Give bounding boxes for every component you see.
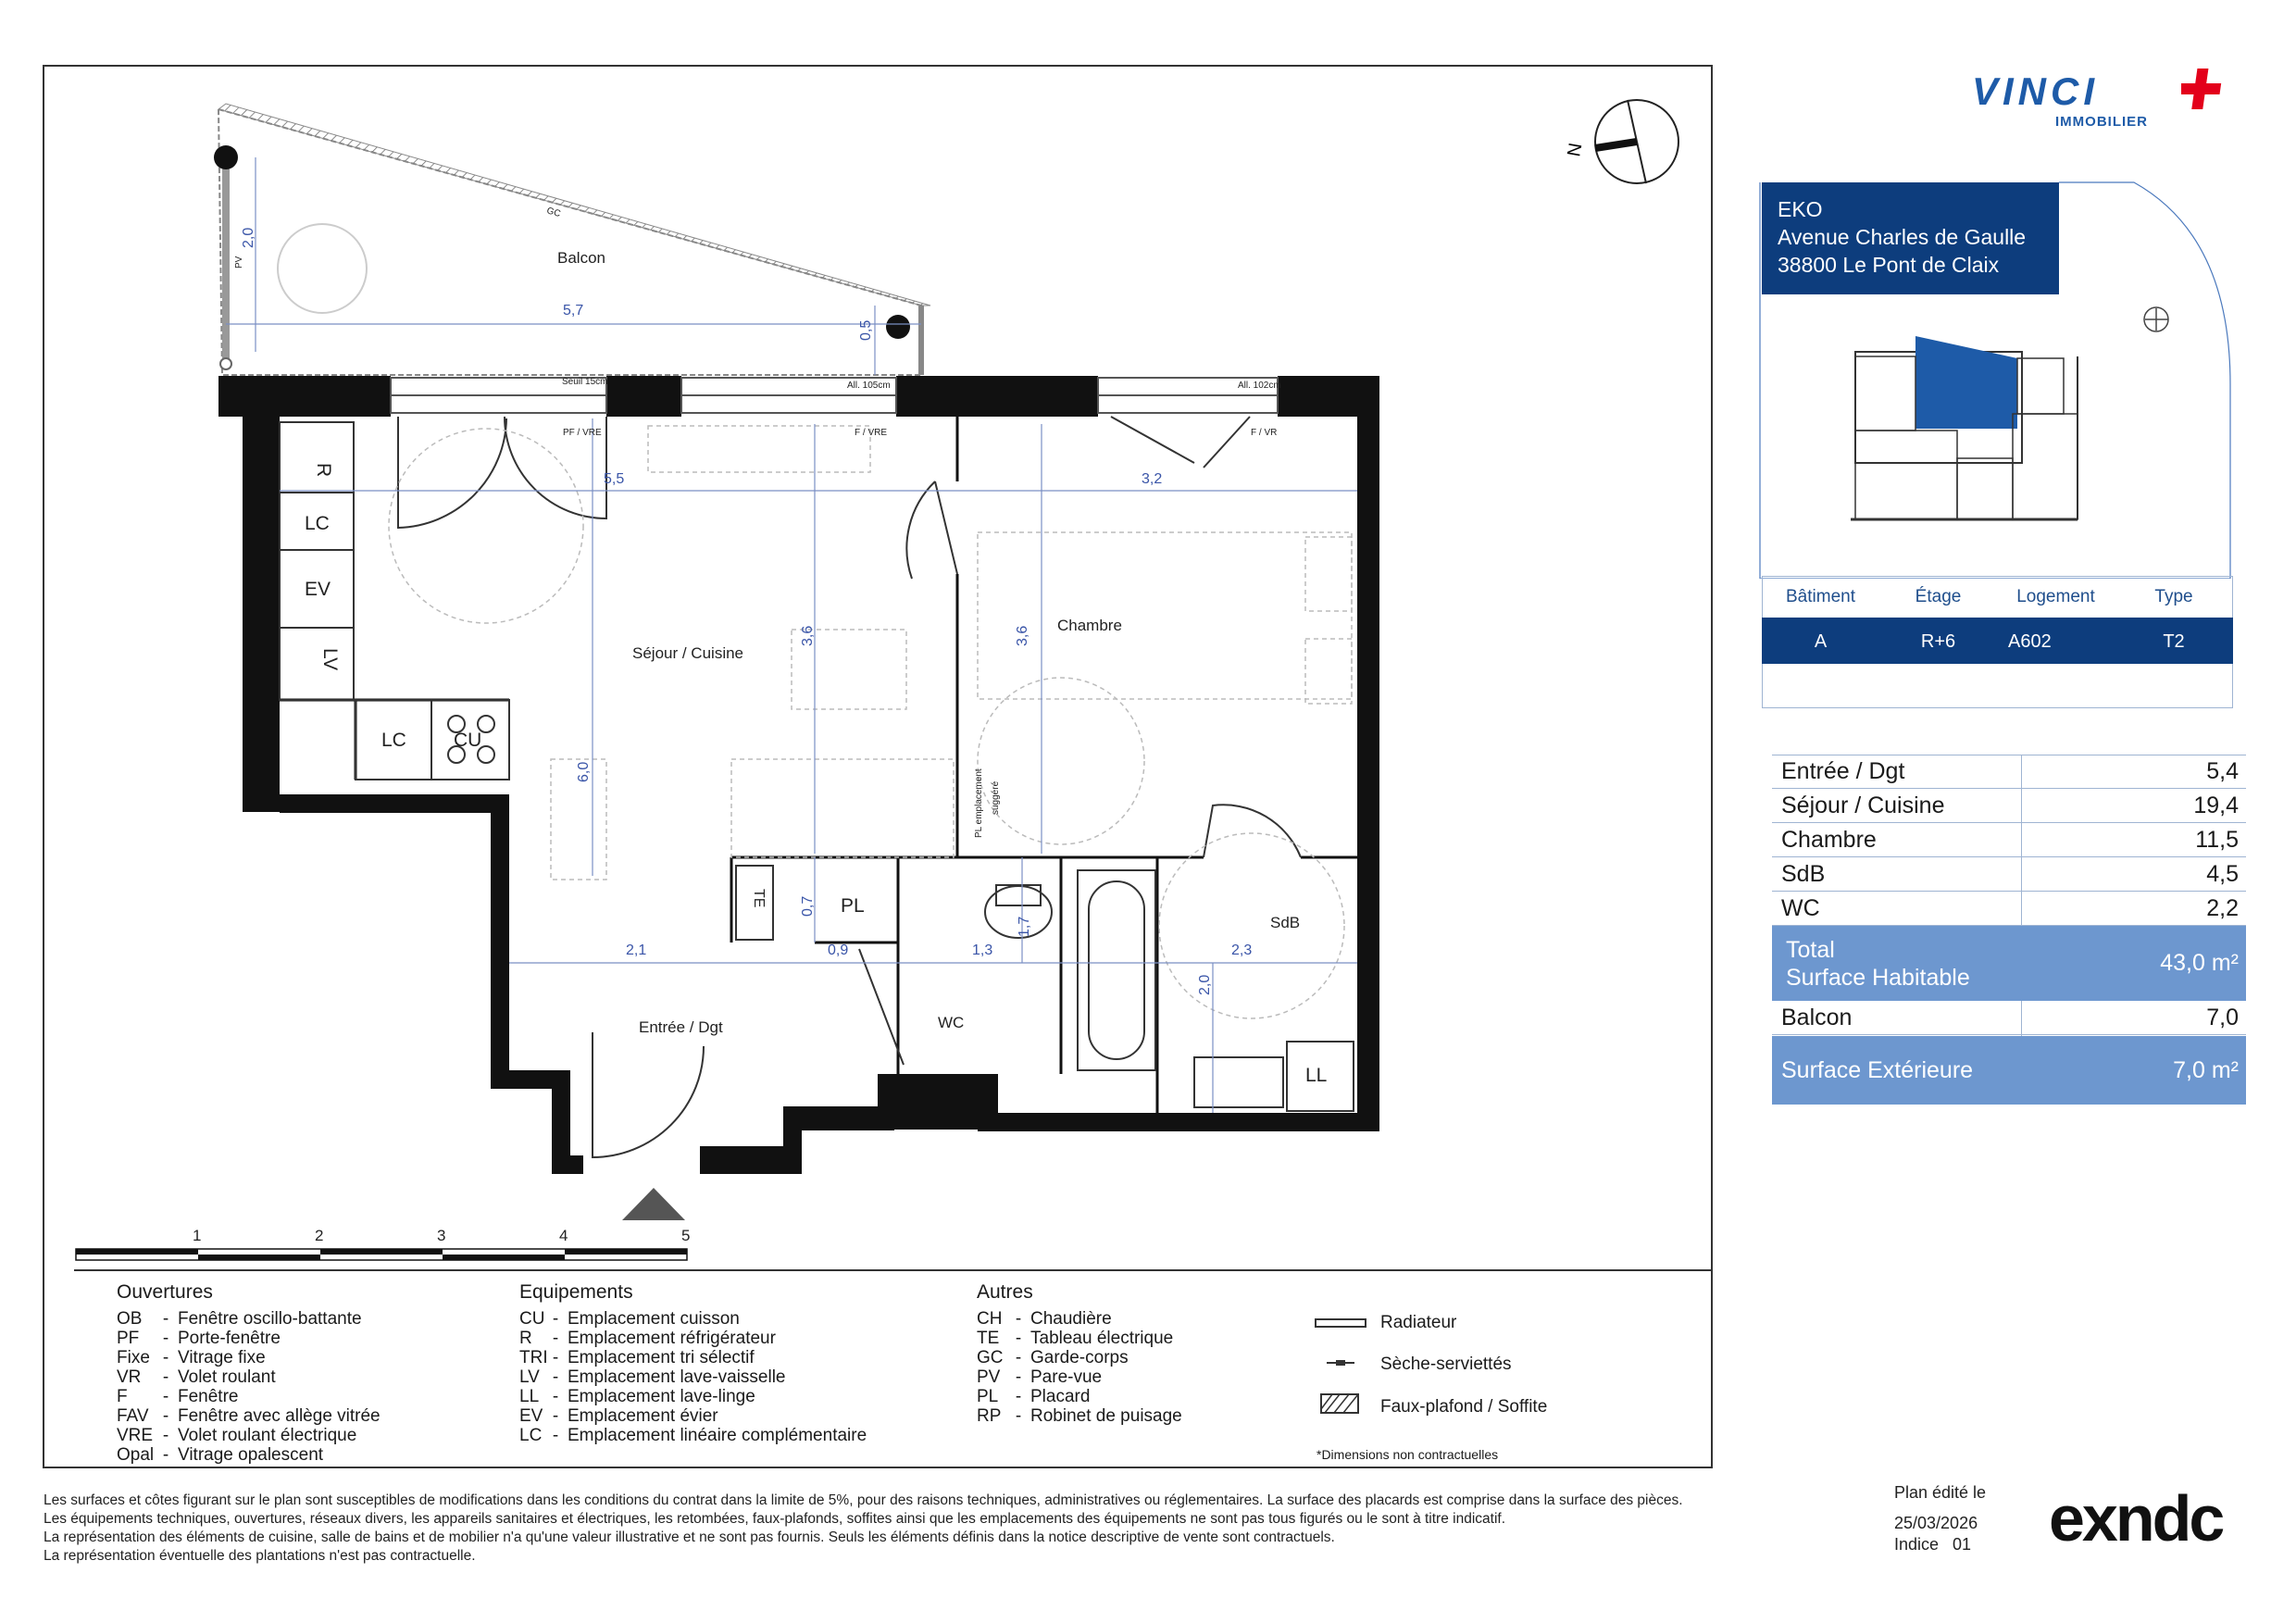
legend-item-code: VR (117, 1367, 142, 1387)
surface-habitable-total (1772, 926, 2246, 1001)
opening-seuil: Seuil 15cm (562, 377, 608, 387)
surface-room-value: 2,2 (2206, 894, 2239, 921)
lot-value-batiment: A (1814, 630, 1828, 652)
surface-room-label: Séjour / Cuisine (1781, 792, 1945, 818)
legend-item-label: Volet roulant (178, 1367, 276, 1387)
legend-divider (74, 1269, 1713, 1271)
dim-balcon-05: 0,5 (858, 319, 874, 341)
legend-item-code: Fixe (117, 1348, 150, 1367)
scale-tick-5: 5 (681, 1227, 691, 1244)
dimensions-note: *Dimensions non contractuelles (1316, 1447, 1499, 1462)
legend-item-separator: - (162, 1309, 169, 1329)
agency-logo: exndc (2049, 1482, 2223, 1554)
footer-line-4: La représentation éventuelle des plantations n'est pas contractuelle. (44, 1548, 476, 1564)
false-ceiling-icon (1321, 1394, 1358, 1413)
legend-item-code: CH (977, 1309, 1003, 1329)
legend-item-code: VRE (117, 1426, 154, 1445)
surface-room-value: 4,5 (2206, 860, 2239, 887)
surface-room-value: 5,4 (2206, 757, 2239, 784)
legend-item-code: TE (977, 1329, 1000, 1348)
legend-item-label: Pare-vue (1030, 1367, 1103, 1387)
legend-equipements (519, 1282, 867, 1445)
legend-item-separator: - (1015, 1406, 1022, 1426)
dim-total-height: 6,0 (576, 761, 592, 782)
equip-ev: EV (305, 579, 331, 600)
legend-item-label: Tableau électrique (1030, 1329, 1174, 1348)
legend-item-separator: - (552, 1367, 559, 1387)
equip-pl: PL (841, 895, 865, 917)
windows (391, 378, 1278, 413)
total-value: 43,0 m² (2160, 950, 2239, 976)
legend-item-code: GC (977, 1348, 1004, 1367)
legend-item-separator: - (162, 1445, 169, 1465)
surface-balcon-value: 7,0 (2206, 1005, 2239, 1030)
indice: Indice 01 (1894, 1535, 1972, 1554)
legend-item-separator: - (552, 1406, 559, 1426)
legend-item-code: LV (519, 1367, 540, 1387)
vinci-logo-text: VINCI (1972, 69, 2100, 113)
project-name: EKO (1778, 197, 1823, 221)
edit-label: Plan édité le (1894, 1483, 1987, 1502)
legend-item-code: EV (519, 1406, 543, 1426)
dim-sdb-height: 2,0 (1197, 974, 1213, 995)
dim-entree-width: 2,1 (626, 943, 647, 958)
legend-item-code: FAV (117, 1406, 149, 1426)
legend-equipements-title: Equipements (519, 1281, 633, 1303)
legend-item (977, 1348, 1182, 1367)
legend-item-label: Fenêtre (178, 1387, 239, 1406)
towel-dryer-icon (1327, 1360, 1354, 1366)
surface-room-label: SdB (1781, 860, 1826, 887)
legend-item (519, 1367, 867, 1387)
legend-item-separator: - (552, 1348, 559, 1367)
legend-seche: Sèche-serviettés (1380, 1355, 1512, 1374)
dim-sejour-width: 5,5 (604, 471, 625, 487)
room-label-wc: WC (938, 1014, 965, 1031)
exterior-label: Surface Extérieure (1781, 1056, 1974, 1083)
dim-wc-height: 1,7 (1017, 916, 1032, 937)
legend-item (117, 1309, 381, 1329)
scale-bar (76, 1227, 690, 1260)
legend-item-label: Emplacement lave-linge (568, 1387, 755, 1406)
legend-item (519, 1348, 867, 1367)
legend-item (977, 1309, 1182, 1329)
surface-room-label: WC (1781, 894, 1820, 921)
legend-item (117, 1426, 381, 1445)
legend-autres-title: Autres (977, 1281, 1033, 1303)
opening-pf-vre: PF / VRE (563, 428, 602, 438)
total-label-2: Surface Habitable (1786, 964, 1970, 991)
legend-item-separator: - (1015, 1367, 1022, 1387)
project-city: 38800 Le Pont de Claix (1778, 253, 2000, 277)
dim-balcon-height: 2,0 (241, 227, 256, 248)
legend-symbols (1310, 1305, 1384, 1417)
legend-ouvertures-title: Ouvertures (117, 1281, 213, 1303)
legend-item-separator: - (1015, 1348, 1022, 1367)
legend-item (977, 1406, 1182, 1426)
lot-value-logement: A602 (2008, 630, 2052, 652)
surface-room-value: 19,4 (2193, 792, 2239, 818)
furniture (389, 426, 1352, 1018)
equip-lc-2: LC (381, 730, 406, 751)
legend-item-code: LC (519, 1426, 543, 1445)
legend-item (519, 1309, 867, 1329)
legend-item (519, 1406, 867, 1426)
equip-te: TE (751, 889, 767, 908)
legend-item-separator: - (552, 1426, 559, 1445)
legend-item-label: Emplacement linéaire complémentaire (568, 1426, 867, 1445)
dim-chambre-width: 3,2 (1142, 471, 1163, 487)
legend-faux-plafond: Faux-plafond / Soffite (1380, 1397, 1548, 1417)
legend-item-label: Vitrage fixe (178, 1348, 266, 1367)
legend-item (977, 1329, 1182, 1348)
legend-item-code: F (117, 1387, 128, 1406)
legend-item-label: Placard (1030, 1387, 1091, 1406)
doors (398, 417, 1301, 1157)
surface-row-balcon (1772, 1002, 2246, 1035)
surface-row (1772, 755, 2246, 789)
scale-tick-1: 1 (193, 1227, 202, 1244)
legend-item-code: PV (977, 1367, 1001, 1387)
surface-row (1772, 857, 2246, 892)
legend-item-code: Opal (117, 1445, 155, 1465)
dim-sejour-height: 3,6 (800, 625, 816, 646)
equip-lv: LV (319, 648, 341, 671)
legend-item-separator: - (162, 1406, 169, 1426)
surface-row (1772, 823, 2246, 857)
legend-item-separator: - (162, 1329, 169, 1348)
dim-chambre-height: 3,6 (1015, 625, 1030, 646)
scale-tick-2: 2 (315, 1227, 324, 1244)
legend-item-separator: - (1015, 1387, 1022, 1406)
legend-item-code: TRI (519, 1348, 548, 1367)
legend-item-label: Vitrage opalescent (178, 1445, 324, 1465)
entrance-marker-icon (622, 1188, 685, 1220)
dim-balcon-width: 5,7 (563, 303, 584, 318)
legend-item-code: LL (519, 1387, 540, 1406)
bathroom-fixtures (736, 866, 1354, 1111)
legend-item-separator: - (162, 1426, 169, 1445)
room-label-balcon: Balcon (557, 249, 605, 267)
legend-radiateur: Radiateur (1380, 1313, 1457, 1332)
footer-line-1: Les surfaces et côtes figurant sur le plan sont susceptibles de modifications dans les conditions du contrat dans la limite de 5%, pour des raisons techniques, administratives ou réglementaires. La surface des placards est comprise dans la surface des pièces. (44, 1492, 1683, 1508)
equip-lc-1: LC (305, 513, 330, 534)
opening-all-1: All. 105cm (847, 381, 891, 391)
legend-ouvertures (117, 1282, 381, 1465)
north-arrow-icon (1564, 100, 1678, 183)
legend-item (117, 1387, 381, 1406)
vinci-plus-icon (2181, 63, 2227, 130)
surface-row (1772, 789, 2246, 823)
dim-sdb-width: 2,3 (1231, 943, 1253, 958)
legend-item-label: Fenêtre oscillo-battante (178, 1309, 362, 1329)
exterior-walls (218, 376, 1379, 1174)
legend-item-separator: - (162, 1367, 169, 1387)
room-label-sdb: SdB (1270, 914, 1301, 931)
radiator-icon (1316, 1319, 1366, 1327)
legend-item-code: PL (977, 1387, 999, 1406)
surface-room-label: Chambre (1781, 826, 1877, 853)
surface-room-value: 11,5 (2195, 826, 2239, 853)
legend-item-label: Emplacement évier (568, 1406, 718, 1426)
opening-all-2: All. 102cm (1238, 381, 1281, 391)
lot-value-etage: R+6 (1920, 630, 1956, 652)
interior-walls (280, 417, 1357, 1113)
footer-line-2: Les équipements techniques, ouvertures, réseaux divers, les appareils sanitaires et électriques, les retombées, faux-plafonds, soffites ainsi que les emplacements des équipements ne sont pas tous figurés ou le sont à titre indicatif. (44, 1511, 1506, 1527)
legend-item-label: Fenêtre avec allège vitrée (178, 1406, 381, 1426)
legend-item-label: Porte-fenêtre (178, 1329, 281, 1348)
legend-item (117, 1445, 381, 1465)
north-label: N (1564, 141, 1587, 158)
legend-item-code: CU (519, 1309, 545, 1329)
legend-item-label: Robinet de puisage (1030, 1406, 1182, 1426)
legend-item (519, 1426, 867, 1445)
legend-item (117, 1367, 381, 1387)
opening-f-vr: F / VR (1251, 428, 1278, 438)
equip-ll: LL (1305, 1065, 1328, 1086)
dim-pl-height: 0,7 (800, 895, 816, 917)
surface-row (1772, 892, 2246, 926)
legend-item-separator: - (552, 1329, 559, 1348)
project-street: Avenue Charles de Gaulle (1778, 225, 2027, 249)
room-label-entree: Entrée / Dgt (639, 1018, 723, 1036)
balcony (214, 104, 930, 375)
legend-item (519, 1387, 867, 1406)
legend-item (519, 1329, 867, 1348)
legend-item-code: R (519, 1329, 532, 1348)
legend-item-label: Emplacement cuisson (568, 1309, 740, 1329)
legend-item-separator: - (1015, 1309, 1022, 1329)
equip-cu: CU (454, 730, 482, 751)
legend-item-label: Emplacement tri sélectif (568, 1348, 755, 1367)
equip-r: R (313, 463, 334, 478)
scale-tick-3: 3 (437, 1227, 446, 1244)
room-label-chambre: Chambre (1057, 617, 1122, 634)
legend-item-separator: - (162, 1387, 169, 1406)
equip-pv: PV (234, 256, 244, 268)
legend-item-separator: - (1015, 1329, 1022, 1348)
legend-item (977, 1367, 1182, 1387)
lot-header-etage: Étage (1915, 587, 1962, 606)
dim-pl-width: 0,9 (828, 943, 849, 958)
lot-header-logement: Logement (2016, 587, 2095, 606)
legend-item-separator: - (552, 1309, 559, 1329)
legend-item (117, 1348, 381, 1367)
legend-autres (977, 1282, 1182, 1426)
surface-balcon-label: Balcon (1781, 1005, 1853, 1030)
legend-item-code: RP (977, 1406, 1002, 1426)
exterior-value: 7,0 m² (2173, 1056, 2239, 1083)
legend-item (977, 1387, 1182, 1406)
legend-item-code: PF (117, 1329, 140, 1348)
lot-header-batiment: Bâtiment (1786, 587, 1855, 606)
legend-item-separator: - (552, 1387, 559, 1406)
dim-wc-width: 1,3 (972, 943, 993, 958)
scale-tick-4: 4 (559, 1227, 568, 1244)
footer-line-3: La représentation des éléments de cuisine, salle de bains et de mobilier n'a qu'une valeur illustrative et ne sont pas fournis. Seuls les éléments définis dans la notice descriptive de vente sont contractuels. (44, 1529, 1335, 1545)
legend-item-label: Volet roulant électrique (178, 1426, 357, 1445)
surface-exterieure-total (1772, 1036, 2246, 1105)
total-label-1: Total (1786, 936, 1835, 963)
site-plan-thumbnail (1758, 181, 2231, 579)
lot-header-type: Type (2154, 587, 2193, 606)
lot-value-type: T2 (2163, 630, 2185, 652)
footer-disclaimer (44, 1492, 1683, 1566)
legend-item-label: Chaudière (1030, 1309, 1112, 1329)
legend-item-label: Emplacement lave-vaisselle (568, 1367, 786, 1387)
vinci-logo-subtitle: IMMOBILIER (2055, 114, 2148, 130)
vinci-logo (1972, 69, 2100, 113)
legend-item (117, 1406, 381, 1426)
equip-gc: GC (545, 206, 562, 220)
room-label-sejour: Séjour / Cuisine (632, 644, 744, 662)
edit-date: 25/03/2026 (1894, 1514, 1978, 1532)
surface-room-label: Entrée / Dgt (1781, 757, 1905, 784)
equip-pl-note-2: suggéré (991, 780, 1001, 815)
legend-item-label: Garde-corps (1030, 1348, 1129, 1367)
legend-item-code: OB (117, 1309, 143, 1329)
opening-f-vre: F / VRE (855, 428, 888, 438)
legend-item (117, 1329, 381, 1348)
legend-item-label: Emplacement réfrigérateur (568, 1329, 776, 1348)
legend-item-separator: - (162, 1348, 169, 1367)
equip-pl-note-1: PL emplacement (974, 768, 984, 838)
